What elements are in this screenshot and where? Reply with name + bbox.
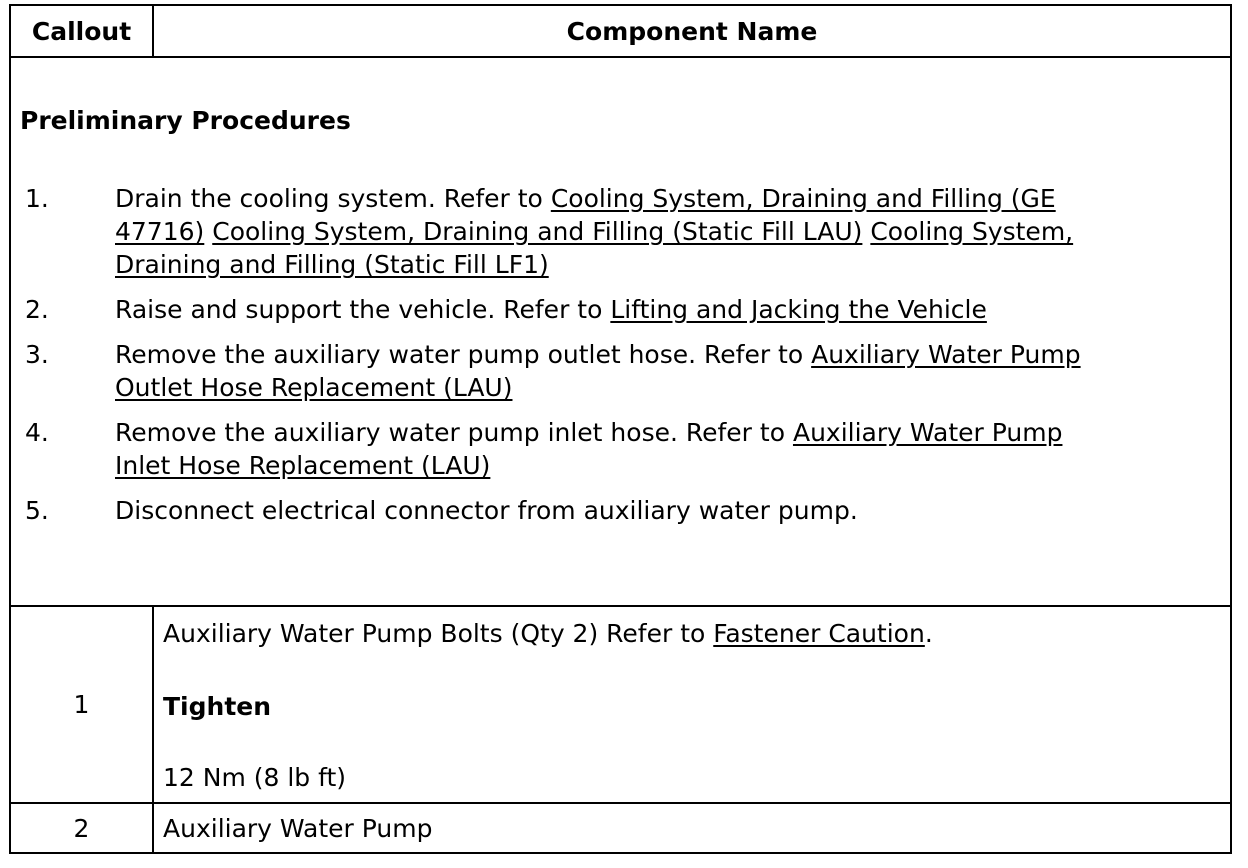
step-5 xyxy=(11,494,1115,527)
torque-value: 12 Nm (8 lb ft) xyxy=(163,763,347,792)
link-outlet-hose-replacement[interactable]: Auxiliary Water Pump Outlet Hose Replacement (LAU) xyxy=(115,340,1081,402)
step-2 xyxy=(11,293,1115,326)
table-row xyxy=(10,803,1231,853)
component-name-header: Component Name xyxy=(153,5,1231,57)
tighten-label: Tighten xyxy=(163,692,272,721)
step-number: 2. xyxy=(25,295,49,324)
step-1 xyxy=(11,182,1115,281)
component-name-text: Auxiliary Water Pump Bolts (Qty 2) Refer to xyxy=(163,619,714,648)
step-3 xyxy=(11,338,1115,404)
step-text: Remove the auxiliary water pump inlet hose. Refer to xyxy=(115,418,793,447)
preliminary-steps-list xyxy=(11,182,1191,539)
step-text: Disconnect electrical connector from auxiliary water pump. xyxy=(115,496,858,525)
step-number: 5. xyxy=(25,496,49,525)
preliminary-row xyxy=(10,57,1231,606)
step-number: 1. xyxy=(25,184,49,213)
step-text: Remove the auxiliary water pump outlet hose. Refer to xyxy=(115,340,812,369)
callout-header: Callout xyxy=(10,5,153,57)
header-row xyxy=(10,5,1231,57)
table-row xyxy=(10,606,1231,803)
link-cooling-system-static-fill-lf1[interactable]: Cooling System, Draining and Filling (Static Fill LF1) xyxy=(115,217,1074,279)
link-lifting-and-jacking[interactable]: Lifting and Jacking the Vehicle xyxy=(610,295,987,324)
component-name: Auxiliary Water Pump xyxy=(153,803,1231,853)
component-name xyxy=(163,617,933,650)
step-4 xyxy=(11,416,1115,482)
preliminary-procedures-cell xyxy=(10,57,1231,606)
link-cooling-system-ge47716[interactable]: Cooling System, Draining and Filling (GE 47716) xyxy=(115,184,1056,246)
callout-number: 2 xyxy=(10,803,153,853)
procedure-table xyxy=(9,4,1232,854)
link-inlet-hose-replacement[interactable]: Auxiliary Water Pump Inlet Hose Replacement (LAU) xyxy=(115,418,1063,480)
step-number: 4. xyxy=(25,418,49,447)
component-name-suffix: . xyxy=(924,619,933,648)
link-cooling-system-static-fill-lau[interactable]: Cooling System, Draining and Filling (Static Fill LAU) xyxy=(212,217,863,246)
step-number: 3. xyxy=(25,340,49,369)
preliminary-procedures-title: Preliminary Procedures xyxy=(20,106,351,135)
callout-number: 1 xyxy=(10,606,153,803)
component-cell xyxy=(153,606,1231,803)
step-text: Raise and support the vehicle. Refer to xyxy=(115,295,611,324)
step-text: Drain the cooling system. Refer to xyxy=(115,184,551,213)
link-fastener-caution[interactable]: Fastener Caution xyxy=(713,619,925,648)
